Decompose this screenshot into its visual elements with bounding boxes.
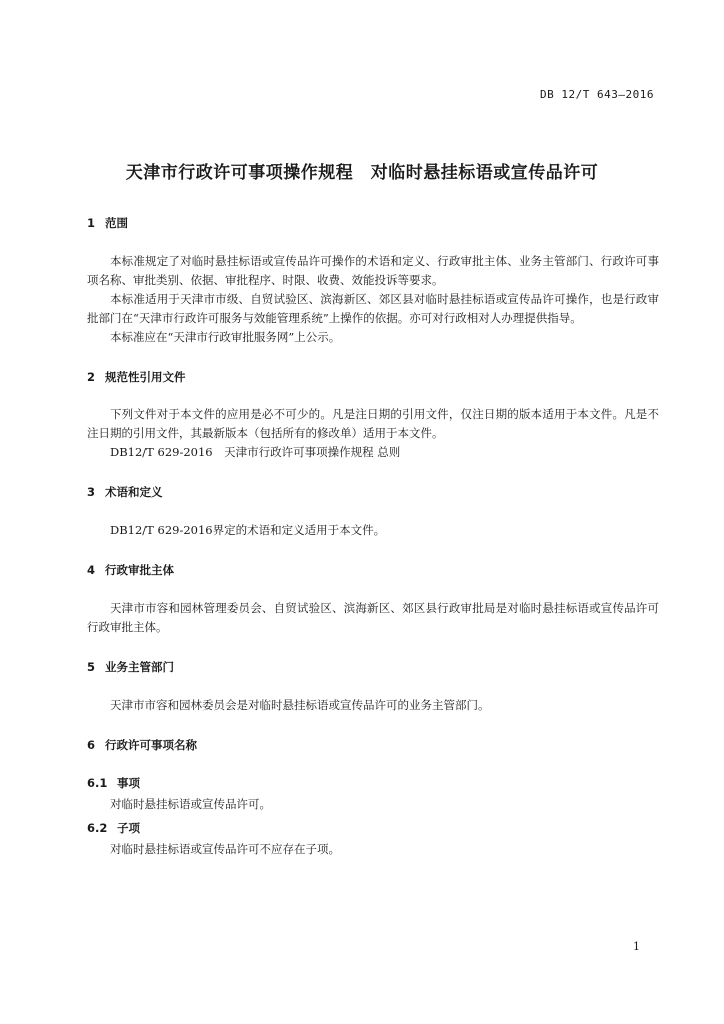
section-6-2-para: 对临时悬挂标语或宣传品许可不应存在子项。 — [110, 842, 340, 856]
section-1-heading: 1 范围 — [87, 216, 128, 230]
document-body — [87, 214, 659, 859]
section-6-1-para: 对临时悬挂标语或宣传品许可。 — [110, 797, 271, 811]
section-3-heading: 3 术语和定义 — [87, 485, 163, 499]
section-1-para-2: 本标准适用于天津市市级、自贸试验区、滨海新区、郊区县对临时悬挂标语或宣传品许可操作，也是行政审批部门在“天津市行政许可服务与效能管理系统”上操作的依据。亦可对行政相对人办理提供指导。 — [87, 292, 659, 325]
document-code: DB 12/T 643—2016 — [540, 88, 654, 101]
section-5-para-1: 天津市市容和园林委员会是对临时悬挂标语或宣传品许可的业务主管部门。 — [110, 698, 490, 712]
section-2-reference: DB12/T 629-2016 天津市行政许可事项操作规程 总则 — [110, 445, 401, 459]
section-1-para-3: 本标准应在“天津市行政审批服务网”上公示。 — [110, 330, 341, 344]
section-6-2-heading: 6.2 子项 — [87, 821, 140, 835]
section-4-heading: 4 行政审批主体 — [87, 563, 174, 577]
document-title: 天津市行政许可事项操作规程 对临时悬挂标语或宣传品许可 — [125, 163, 599, 183]
section-5-heading: 5 业务主管部门 — [87, 660, 174, 674]
section-6-1-heading: 6.1 事项 — [87, 776, 140, 790]
section-2-para-1: 下列文件对于本文件的应用是必不可少的。凡是注日期的引用文件，仅注日期的版本适用于本文件。凡是不注日期的引用文件，其最新版本（包括所有的修改单）适用于本文件。 — [87, 407, 659, 440]
page-number: 1 — [633, 940, 640, 953]
section-6-heading: 6 行政许可事项名称 — [87, 738, 197, 752]
section-4-para-1: 天津市市容和园林管理委员会、自贸试验区、滨海新区、郊区县行政审批局是对临时悬挂标语或宣传品许可行政审批主体。 — [87, 601, 659, 634]
section-3-para-1: DB12/T 629-2016界定的术语和定义适用于本文件。 — [110, 523, 386, 537]
section-1-para-1: 本标准规定了对临时悬挂标语或宣传品许可操作的术语和定义、行政审批主体、业务主管部门、行政许可事项名称、审批类别、依据、审批程序、时限、收费、效能投诉等要求。 — [87, 254, 659, 287]
section-2-heading: 2 规范性引用文件 — [87, 370, 186, 384]
